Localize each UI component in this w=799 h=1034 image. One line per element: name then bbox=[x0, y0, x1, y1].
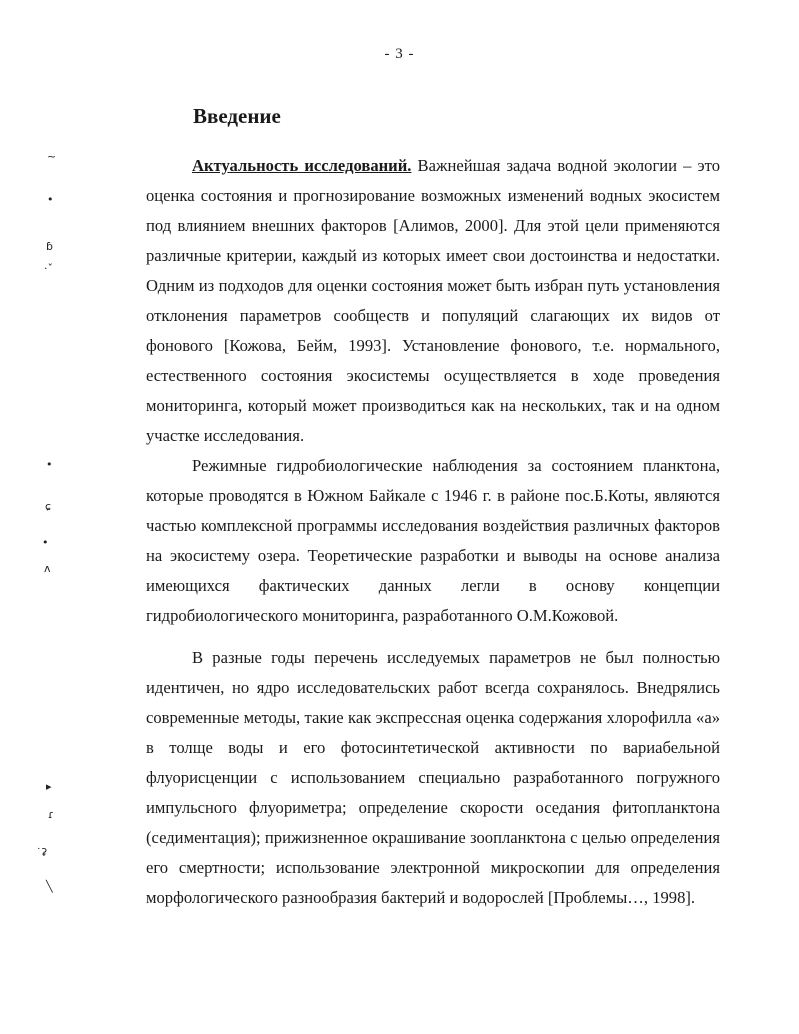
paragraph-text: Важнейшая задача водной экологии – это оценка состояния и прогнозирование возможных изменений водных экосистем под влиянием внешних факторов [Алимов, 2000]. Для этой цели применяются различные критерии, каждый из которых имеет свои достоинства и недостатки. Одним из подходов для оценки состояния может быть избран путь установления отклонения параметров сообществ и популяций слагающих их видов от фонового [Кожова, Бейм, 1993]. Установление фонового, т.е. нормального, естественного состояния экосистемы осуществляется в ходе проведения мониторинга, который может производиться как на нескольких, так и на одном участке исследования. bbox=[146, 156, 720, 445]
scan-mark: ˙ʡ bbox=[36, 846, 48, 859]
scan-mark: • bbox=[46, 458, 53, 471]
paragraph bbox=[146, 643, 720, 913]
scan-mark: ɓ bbox=[46, 240, 53, 253]
paragraph bbox=[146, 151, 720, 451]
paragraph-text: В разные годы перечень исследуемых параметров не был полностью идентичен, но ядро исследовательских работ всегда сохранялось. Внедрялись современные методы, такие как экспрессная оценка содержания хлорофилла «а» в толще воды и его фотосинтетической активности по вариабельной флуорисценции с использованием специально разработанного погружного импульсного флуориметра; определение скорости оседания фитопланктона (седиментация); прижизненное окрашивание зоопланктона с целью определения его смертности; использование электронной микроскопии для определения морфологического разнообразия бактерий и водорослей [Проблемы…, 1998]. bbox=[146, 648, 720, 907]
scan-mark: ·ˇ bbox=[44, 262, 53, 275]
section-heading: Введение bbox=[193, 104, 281, 128]
scan-mark: ~ bbox=[47, 150, 57, 163]
paragraph-lead: Актуальность исследований. bbox=[192, 156, 412, 175]
paragraph bbox=[146, 451, 720, 631]
scan-mark: ʌ bbox=[44, 562, 51, 575]
paragraph-text: Режимные гидробиологические наблюдения за состоянием планктона, которые проводятся в Южном Байкале с 1946 г. в районе пос.Б.Коты, являются частью комплексной программы исследования воздействия различных факторов на экосистему озера. Теоретические разработки и выводы на основе анализа имеющихся фактических данных легли в основу концепции гидробиологического мониторинга, разработанного О.М.Кожовой. bbox=[146, 456, 720, 625]
scan-mark: • bbox=[47, 193, 54, 206]
scan-mark: ╲ bbox=[46, 880, 53, 893]
page-number: - 3 - bbox=[384, 46, 415, 62]
scan-mark: ɕ bbox=[45, 500, 52, 513]
scan-mark: ▸ bbox=[46, 780, 52, 793]
body-text bbox=[146, 151, 720, 913]
scan-mark: • bbox=[42, 536, 49, 549]
scan-mark: ɾ bbox=[48, 808, 54, 821]
